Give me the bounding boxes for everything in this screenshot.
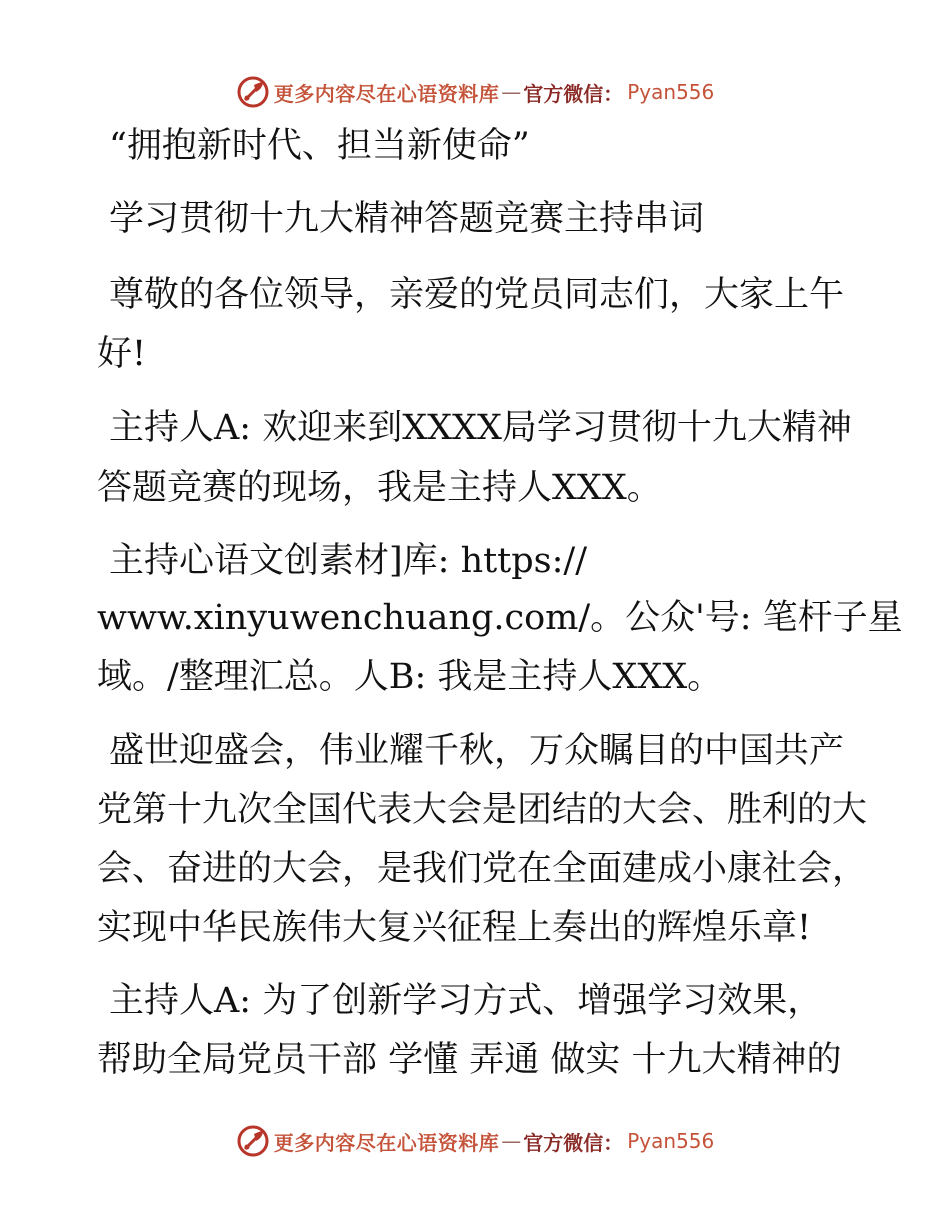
banner-separator: — (501, 80, 522, 104)
doc-line: 主持人A: 为了创新学习方式、增强学习效果， (109, 981, 823, 1021)
banner-wechat-label: 官方微信： (523, 1130, 624, 1155)
doc-line: 好! (97, 334, 147, 374)
quill-stamp-icon (236, 75, 270, 109)
doc-line: 域。/整理汇总。人B: 我是主持人XXX。 (97, 657, 723, 697)
doc-line: 会、奋进的大会，是我们党在全面建成小康社会， (97, 849, 868, 889)
doc-line: 帮助全局党员干部 学懂 弄通 做实 十九大精神的 (97, 1040, 842, 1080)
doc-line: 实现中华民族伟大复兴征程上奏出的辉煌乐章! (97, 908, 812, 948)
footer-banner (0, 1121, 950, 1161)
doc-line: 盛世迎盛会，伟业耀千秋，万众瞩目的中国共产 (109, 731, 845, 771)
banner-text: 更多内容尽在心语资料库 (273, 1130, 500, 1155)
banner-wechat-id: Pyan556 (627, 80, 715, 104)
banner-wechat-id: Pyan556 (627, 1129, 715, 1153)
banner-wechat-label: 官方微信： (523, 81, 624, 106)
doc-line: www.xinyuwenchuang.com/。公众'号: 笔杆子星 (97, 598, 903, 638)
doc-title: “拥抱新时代、担当新使命” (109, 126, 530, 166)
quill-stamp-icon (236, 1124, 270, 1158)
doc-line: 党第十九次全国代表大会是团结的大会、胜利的大 (97, 790, 868, 830)
doc-line: 主持心语文创素材]库: https:// (109, 541, 587, 581)
doc-line: 尊敬的各位领导，亲爱的党员同志们，大家上午 (109, 275, 845, 315)
doc-line: 答题竞赛的现场，我是主持人XXX。 (97, 468, 662, 508)
doc-line: 主持人A: 欢迎来到XXXX局学习贯彻十九大精神 (109, 408, 852, 448)
doc-subtitle: 学习贯彻十九大精神答题竞赛主持串词 (109, 199, 705, 239)
banner-text: 更多内容尽在心语资料库 (273, 81, 500, 106)
banner-separator: — (501, 1129, 522, 1153)
header-banner (0, 72, 950, 112)
